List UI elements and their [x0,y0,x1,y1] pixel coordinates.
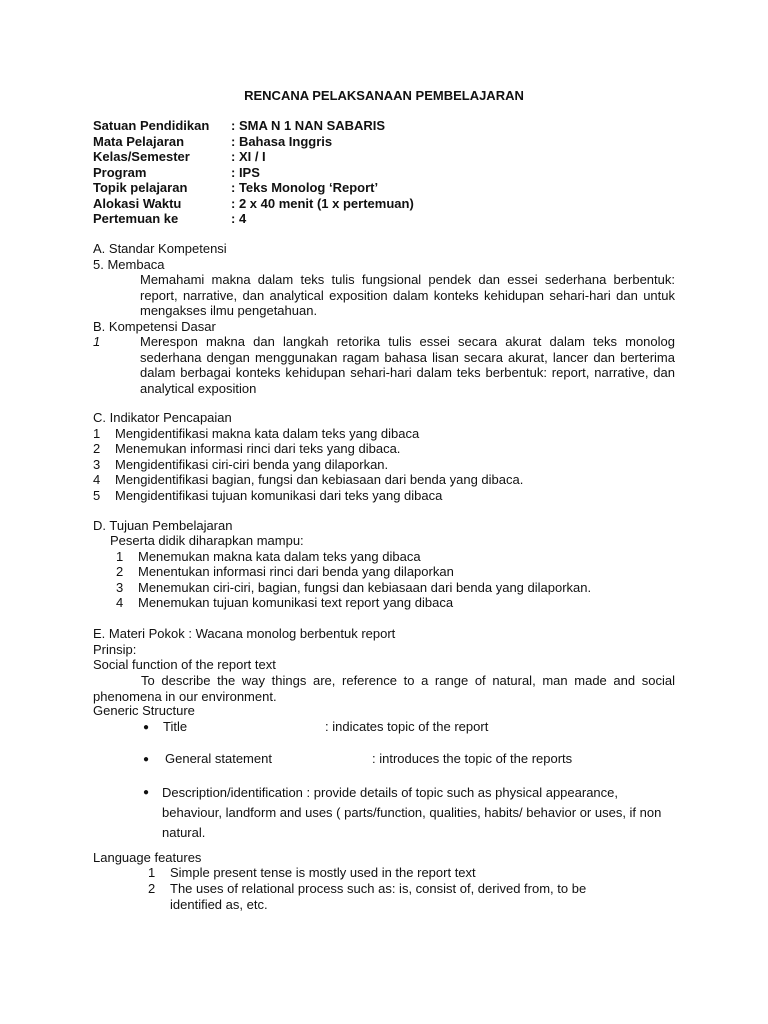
identity-row [93,196,414,212]
identity-value: : 2 x 40 menit (1 x pertemuan) [231,195,414,211]
indicator-item [93,488,442,504]
structure-label: Description/identification [162,785,303,800]
objective-item [116,564,454,580]
bullet-icon: ● [143,722,150,733]
structure-desc: : provide details of topic such as physical appearance, behaviour, landform and uses ( parts/function, qualities, habits/ behavior or uses, if non natural. [162,785,662,840]
identity-label: Alokasi Waktu [93,195,182,211]
objective-number: 4 [116,595,124,610]
identity-value: : SMA N 1 NAN SABARIS [231,118,386,133]
generic-structure-heading: Generic Structure [93,703,195,718]
language-features-heading: Language features [93,850,202,865]
identity-label: Mata Pelajaran [93,133,185,149]
language-feature-item [148,865,476,881]
identity-value: : IPS [231,164,260,180]
identity-row [93,134,414,150]
indicator-number: 4 [93,472,101,487]
identity-label: Pertemuan ke [93,211,179,226]
objective-text: Menemukan tujuan komunikasi text report yang dibaca [138,595,454,610]
objective-text: Menemukan ciri-ciri, bagian, fungsi dan kebiasaan dari benda yang dilaporkan. [138,580,592,595]
structure-item-3 [162,783,675,843]
identity-value: : 4 [231,211,247,226]
prinsip-label: Prinsip: [93,642,137,657]
section-e-heading: E. Materi Pokok : Wacana monolog berbentuk report [93,626,396,641]
section-d-intro: Peserta didik diharapkan mampu: [110,533,304,548]
indicator-number: 5 [93,488,101,503]
section-a-text: Memahami makna dalam teks tulis fungsional pendek dan essei sederhana berbentuk: report, narrative, dan analytical exposition dalam konteks kehidupan sehari-hari dan untuk mengakses ilmu pengetahuan. [140,272,675,318]
indicator-text: Mengidentifikasi tujuan komunikasi dari teks yang dibaca [115,488,443,503]
objective-number: 3 [116,580,124,595]
indicator-text: Menemukan informasi rinci dari teks yang dibaca. [115,441,401,456]
language-feature-text: Simple present tense is mostly used in the report text [170,865,476,880]
section-d-heading: D. Tujuan Pembelajaran [93,518,233,533]
section-c-heading: C. Indikator Pencapaian [93,410,232,425]
objective-text: Menemukan makna kata dalam teks yang dibaca [138,549,421,564]
social-function-heading: Social function of the report text [93,657,276,672]
identity-label: Kelas/Semester [93,149,190,164]
identity-row [93,149,414,165]
indicator-text: Mengidentifikasi bagian, fungsi dan kebiasaan dari benda yang dibaca. [115,472,524,487]
structure-label: General statement [165,751,272,766]
language-feature-text: The uses of relational process such as: is, consist of, derived from, to be identified as, etc. [170,881,587,912]
section-b-number: 1 [93,334,101,349]
section-b-heading: B. Kompetensi Dasar [93,319,216,334]
objective-item [116,549,421,565]
structure-desc: : introduces the topic of the reports [372,751,573,766]
structure-desc: : indicates topic of the report [325,719,489,734]
section-b-text: Merespon makna dan langkah retorika tulis essei secara akurat dalam teks monolog sederhana dengan menggunakan ragam bahasa lisan secara akurat, lancer dan berterima dalam berbagai konteks kehidupan sehari-hari dalam teks berbentuk: report, narrative, dan analytical exposition [140,334,675,396]
identity-label: Topik pelajaran [93,180,188,195]
objective-number: 2 [116,564,124,579]
indicator-number: 1 [93,426,101,441]
identity-value: : Teks Monolog ‘Report’ [231,180,379,195]
identity-row [93,165,414,181]
identity-value: : XI / I [231,149,266,164]
identity-value: : Bahasa Inggris [231,133,333,149]
objective-text: Menentukan informasi rinci dari benda yang dilaporkan [138,564,454,579]
bullet-icon: ● [143,787,150,798]
identity-label: Program [93,164,147,180]
identity-row [93,180,414,196]
indicator-number: 3 [93,457,101,472]
indicator-number: 2 [93,441,101,456]
indicator-item [93,457,388,473]
identity-label: Satuan Pendidikan [93,118,210,133]
indicator-item [93,426,419,442]
indicator-item [93,441,400,457]
identity-table [93,118,414,227]
indicator-text: Mengidentifikasi makna kata dalam teks yang dibaca [115,426,420,441]
indicator-item [93,472,523,488]
language-feature-number: 1 [148,865,156,880]
social-function-text: To describe the way things are, reference to a range of natural, man made and social phenomena in our environment. [93,673,675,704]
objective-item [116,595,453,611]
structure-label: Title [163,719,188,734]
identity-row [93,118,414,134]
document-title: RENCANA PELAKSANAAN PEMBELAJARAN [244,88,524,103]
section-a-heading: A. Standar Kompetensi [93,241,227,256]
objective-item [116,580,591,596]
objective-number: 1 [116,549,124,564]
identity-row [93,211,414,227]
language-feature-number: 2 [148,881,156,896]
bullet-icon: ● [143,754,150,765]
indicator-text: Mengidentifikasi ciri-ciri benda yang dilaporkan. [115,457,389,472]
section-a-subheading: 5. Membaca [93,257,165,272]
